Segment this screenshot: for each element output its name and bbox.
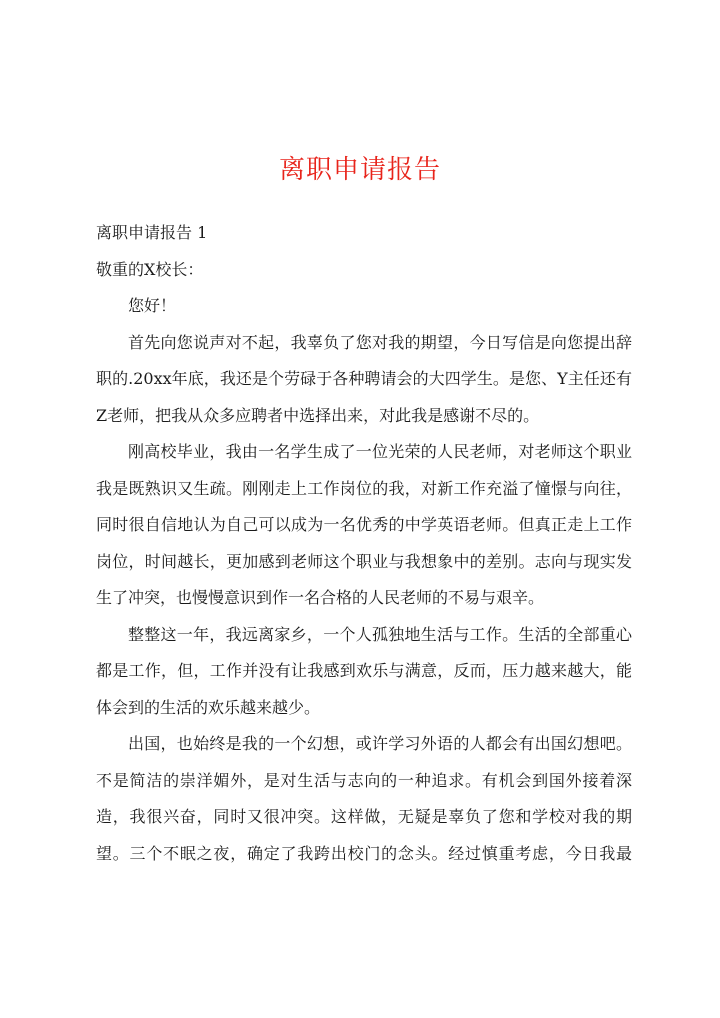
greeting: 您好！	[128, 296, 177, 315]
paragraph: 出国，也始终是我的一个幻想，或许学习外语的人都会有出国幻想吧。不是简洁的崇洋媚外，是对生活与志向的一种追求。有机会到国外接着深造，我很兴奋，同时又很冲突。这样做，无疑是辜负了您和学校对我的期望。三个不眠之夜，确定了我跨出校门的念头。经过慎重考虑，今日我最	[96, 734, 632, 863]
paragraph: 首先向您说声对不起，我辜负了您对我的期望，今日写信是向您提出辞职的.20xx年底，我还是个劳碌于各种聘请会的大四学生。是您、Y主任还有Z老师，把我从众多应聘者中选择出来，对此我是感谢不尽的。	[96, 332, 632, 425]
paragraph: 整整这一年，我远离家乡，一个人孤独地生活与工作。生活的全部重心都是工作，但，工作并没有让我感到欢乐与满意，反而，压力越来越大，能体会到的生活的欢乐越来越少。	[96, 624, 632, 717]
document-title: 离职申请报告	[278, 155, 441, 185]
section-heading: 离职申请报告 1	[96, 223, 208, 242]
salutation: 敬重的X校长：	[96, 259, 204, 279]
paragraph: 刚高校毕业，我由一名学生成了一位光荣的人民老师，对老师这个职业我是既熟识又生疏。刚刚走上工作岗位的我，对新工作充溢了憧憬与向往，同时很自信地认为自己可以成为一名优秀的中学英语老师。但真正走上工作岗位，时间越长，更加感到老师这个职业与我想象中的差别。志向与现实发生了冲突，也慢慢意识到作一名合格的人民老师的不易与艰辛。	[96, 442, 632, 607]
document-body	[96, 215, 632, 872]
